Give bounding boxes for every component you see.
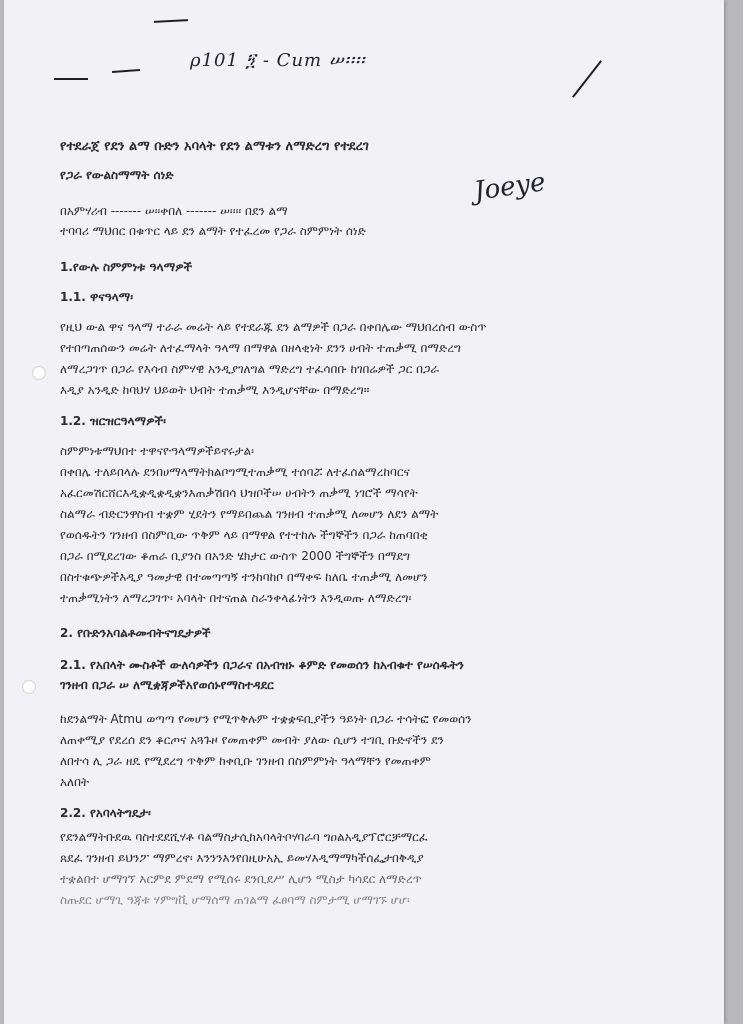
pen-stroke: [154, 19, 188, 23]
paragraph-line: እዲያ አንዲድ ከባህሃ ህይወት ህብት ተጠቃሚ እንዲሆናቸው በማድረግ።: [60, 383, 370, 397]
paragraph-line: ለበተሳ ሊ ጋራ ዘዴ የሚደረግ ጥቅም ከቀቢቡ ገንዘብ በስምምነት ዓላማቸን የመጠቀም: [60, 754, 431, 768]
paragraph-line: የወሰዱትን ገንዘብ በስምቢው ጥቅም ላይ በማዋል የተተከሉ ችግኞችን በጋራ ከጠባበቂ: [60, 528, 428, 542]
pen-stroke: [572, 60, 602, 97]
paragraph-line: ተቋልበተ ሆማገኘ እርምደ ምደማ የሚሰሩ ደንቢደሥ ሊሆን ሚስታ ካሳደር ለማድረጥ: [60, 872, 422, 886]
pen-stroke: [112, 69, 140, 73]
section1-1-heading: 1.1. ዋናዓላማ፡: [60, 290, 134, 304]
paragraph-line: አለበት: [60, 775, 90, 789]
paragraph-line: በቀበሌ ተለይበላሉ ደንበሀማላማትክልቦግሚተጠቃሚ ተሰባሯ ለተፈሰልማረከባርና: [60, 465, 410, 479]
punch-hole: [32, 366, 46, 380]
paragraph-line: በስተቁጭዎችእዲያ ዓመታዊ በተመጣጣኝ ተንከባከቦ በማቀፍ ከለቤ ተጠቃሚ ለመሆን: [60, 570, 428, 584]
paragraph-line: የደንልማትቡደዉ ባስተደደሺሃቶ ባልማስታሲከአባላትቦሃባራባ ግዐልአዲያፕሮርቻማርፈ: [60, 830, 428, 844]
paragraph-line: አፈርመሽርሸርእዲቋዲቋዲቋንእጠቃሽበሳ ህዝቦችሠ ሀብትን ጠቃሚ ነገሮች ማሳየት: [60, 486, 418, 500]
section2-1-heading-cont: ገንዘብ በጋራ ሠ ለሚቋጃዎችአየወሰኑየማስተዳደር: [60, 678, 274, 692]
section1-heading: 1.የውሉ ስምምነቱ ዓላማዎች: [60, 260, 193, 274]
punch-hole: [22, 680, 36, 694]
signature: Joeye: [472, 167, 548, 207]
handwritten-header: ρ101 ፺ - Cum ሠ፡፡፡፡: [190, 50, 366, 71]
paragraph-line: ለማረጋገጥ በጋራ የእሳብ ስምሃዊ አንዲያገለግል ማድረግ ተፈሳበቡ ከገበሬዎች ጋር በጋራ: [60, 362, 440, 376]
document-subtitle: የጋራ የውልስማማት ሰነድ: [60, 168, 174, 182]
paragraph-line: በጋራ በሚደረገው ቆጠራ ቢያንስ በአንድ ሄክታር ውስጥ 2000 ችግኞችን በማደግ: [60, 549, 410, 563]
section2-heading: 2. የቡድንአባልቶመብትናግዴታዎች: [60, 626, 211, 640]
document-title: የተደራጀ የደን ልማ ቡድን አባላት የደን ልማቱን ለማድረግ የተደረገ: [60, 140, 369, 154]
paragraph-line: ከደንልማት Atmu ወጣጣ የመሆን የሚጥቅሉም ተቋቋፍቢያችን ዓይነት በጋራ ተሳትፎ የመወሰን: [60, 712, 472, 726]
section2-1-heading: 2.1. የአበላት ሙስቶች ውለሳዎችን በጋራና በአብዝኑ ቆምድ የመወሰን ከአብቁተ የሠሰዱትን: [60, 658, 464, 672]
signature-line: በአምሃሪብ ------- ሠ፡፡ቀበለ ------- ሠ፡፡፡፡ በደን ልማ: [60, 204, 288, 218]
paragraph-line: ስጡደር ሆማጊ ዓጃቱ ሃምግቪ ሆማሰማ ጠገልማ ፈፀባማ ስምታሚ ሆማገኙ ሆሆ፡: [60, 893, 410, 907]
intro-line: ተባባሪ ማህበር በቁጥር ላይ ደን ልማት የተፈረመ የጋራ ስምምነት ሰነድ: [60, 224, 366, 238]
paragraph-line: ለጠቀሚያ የደረሰ ደን ቆርጦና አጓጉዞ የመጠቀም መብት ያለው ሲሆን ተገቢ ቡድኖችን ደን: [60, 733, 444, 747]
paragraph-line: የተበጣጠሰውን መሬት ለተፈማላት ዓላማ በማዋል በዘላቂነት ደንን ሀብት ተጠቃሚ በማድረግ: [60, 341, 461, 355]
paragraph-line: ተጠቃሚነትን ለማረጋገጥ፡ አባላት በተናጠል ስራንቀላፊነትን እንዲወጡ ለማድረግ፡: [60, 591, 412, 605]
section2-2-heading: 2.2. የአባላትግዴታ፡: [60, 806, 151, 820]
paragraph-line: ጸደፈ ገንዘብ ይህንፖ ማምረኖ፡ እንንንእንየበዚሁአኢ ይመሃእዲማማካችሰፌታበቅዲያ: [60, 851, 424, 865]
document-page: [4, 0, 724, 1024]
pen-stroke: [54, 78, 88, 80]
paragraph-line: ስልማራ ብድርንዋስብ ተቋም ሂደትን የማይበጨል ገንዘብ ተጠቃሚ ለመሆን ለደን ልማት: [60, 507, 439, 521]
section1-2-heading: 1.2. ዝርዝርዓላማዎች፡: [60, 414, 166, 428]
paragraph-line: የዚህ ውል ዋና ዓላማ ተራራ መሬት ላይ የተደራጁ ደን ልማዎች በጋራ በቀበሌው ማህበረሰብ ውስጥ: [60, 320, 487, 334]
paragraph-line: ስምምነቱማህበተ ተዋናዮዓላማዎችይኖሩታል፡: [60, 444, 254, 458]
